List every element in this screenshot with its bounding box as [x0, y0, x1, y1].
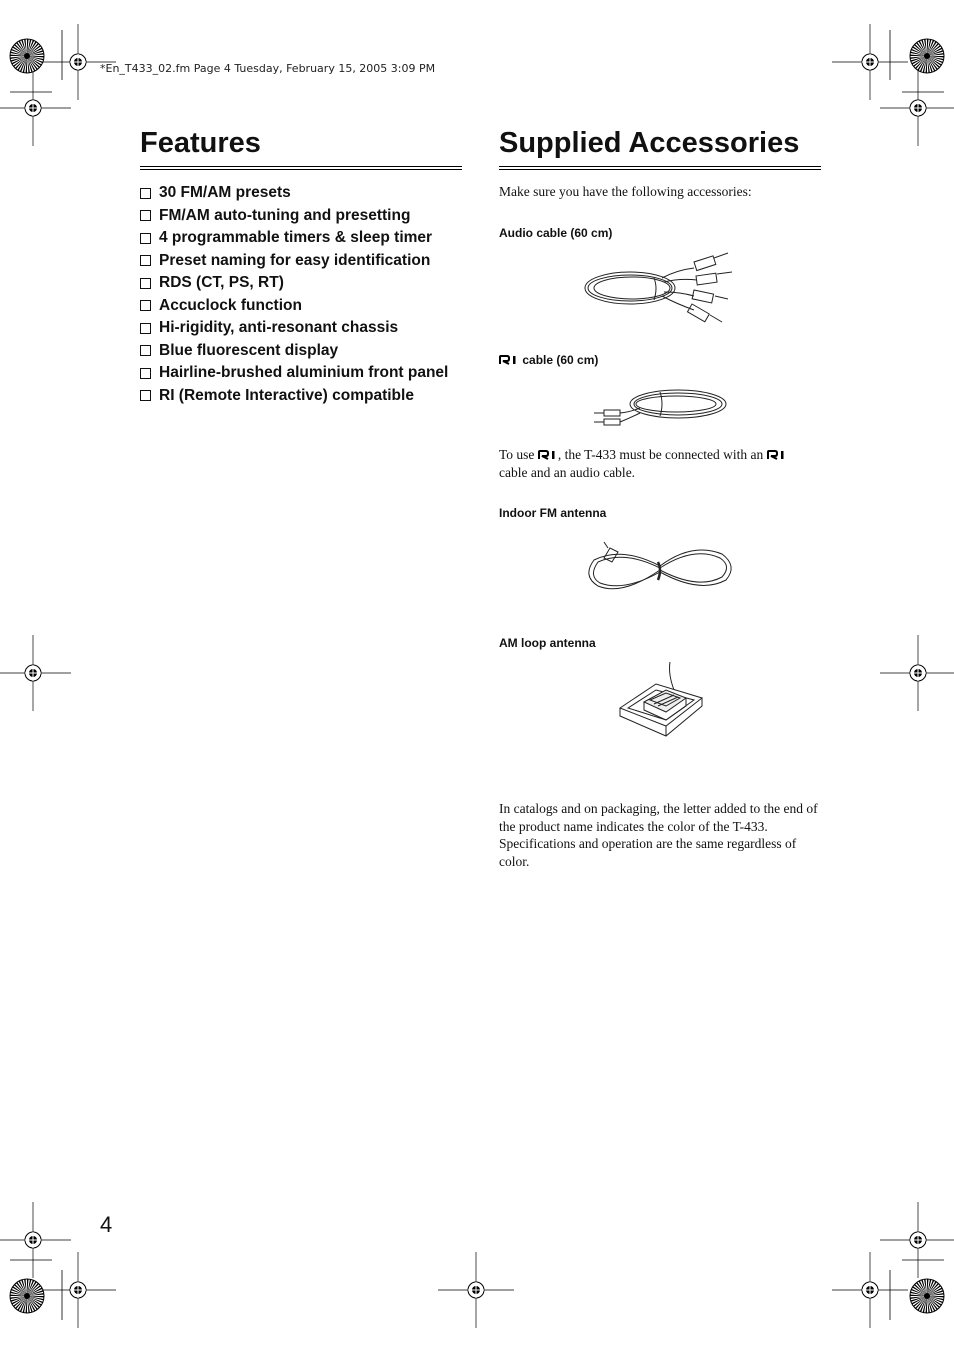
feature-item: Preset naming for easy identification — [140, 250, 470, 273]
feature-item: Hi-rigidity, anti-resonant chassis — [140, 317, 470, 340]
checkbox-icon — [140, 188, 151, 199]
feature-item: Hairline-brushed aluminium front panel — [140, 362, 470, 385]
registration-mark-icon — [880, 1202, 954, 1278]
feature-item: FM/AM auto-tuning and presetting — [140, 205, 470, 228]
checkbox-icon — [140, 368, 151, 379]
registration-mark-icon — [832, 24, 908, 100]
checkbox-icon — [140, 323, 151, 334]
fm-antenna-label: Indoor FM antenna — [499, 506, 607, 520]
registration-mark-icon — [832, 1252, 908, 1328]
registration-mark-icon — [40, 24, 116, 100]
checkbox-icon — [140, 300, 151, 311]
page-number: 4 — [100, 1212, 113, 1237]
audio-cable-illustration — [582, 248, 742, 328]
checkbox-icon — [140, 255, 151, 266]
checkbox-icon — [140, 233, 151, 244]
accessories-intro: Make sure you have the following accessories: — [499, 184, 752, 199]
registration-mark-icon — [0, 635, 71, 711]
registration-mark-icon — [438, 1252, 514, 1328]
sunburst-target-icon — [910, 1279, 944, 1313]
ri-logo-icon — [767, 450, 787, 460]
feature-item: Blue fluorescent display — [140, 340, 470, 363]
feature-item: Accuclock function — [140, 295, 470, 318]
accessories-heading-rule — [499, 166, 821, 170]
features-list — [140, 182, 470, 407]
accessories-heading: Supplied Accessories — [499, 127, 800, 159]
registration-mark-icon — [880, 70, 954, 146]
sunburst-target-icon — [10, 39, 44, 73]
print-header: *En_T433_02.fm Page 4 Tuesday, February 15, 2005 3:09 PM — [100, 62, 436, 75]
features-heading: Features — [140, 127, 261, 159]
feature-item: RDS (CT, PS, RT) — [140, 272, 470, 295]
checkbox-icon — [140, 390, 151, 401]
registration-mark-icon — [880, 635, 954, 711]
registration-mark-icon — [40, 1252, 116, 1328]
am-antenna-label: AM loop antenna — [499, 636, 596, 650]
feature-item: RI (Remote Interactive) compatible — [140, 385, 470, 408]
ri-cable-label-row — [499, 353, 598, 367]
features-heading-rule — [140, 166, 462, 170]
fm-antenna-illustration — [582, 536, 742, 606]
sunburst-target-icon — [910, 39, 944, 73]
checkbox-icon — [140, 345, 151, 356]
am-antenna-illustration — [614, 660, 714, 750]
sunburst-target-icon — [10, 1279, 44, 1313]
feature-item: 30 FM/AM presets — [140, 182, 470, 205]
checkbox-icon — [140, 210, 151, 221]
color-note: In catalogs and on packaging, the letter added to the end of the product name indicates the color of the T-433. Specifications and operation are the same regardless of color. — [499, 801, 818, 869]
ri-cable-illustration — [590, 380, 730, 430]
ri-logo-icon — [499, 355, 519, 365]
ri-cable-label: cable (60 cm) — [522, 353, 599, 367]
ri-note: To use , the T-433 must be connected with an cable and an audio cable. — [499, 446, 821, 481]
registration-mark-icon — [0, 1202, 71, 1278]
checkbox-icon — [140, 278, 151, 289]
ri-logo-icon — [538, 450, 558, 460]
feature-item: 4 programmable timers & sleep timer — [140, 227, 470, 250]
registration-mark-icon — [0, 70, 71, 146]
audio-cable-label: Audio cable (60 cm) — [499, 226, 613, 240]
